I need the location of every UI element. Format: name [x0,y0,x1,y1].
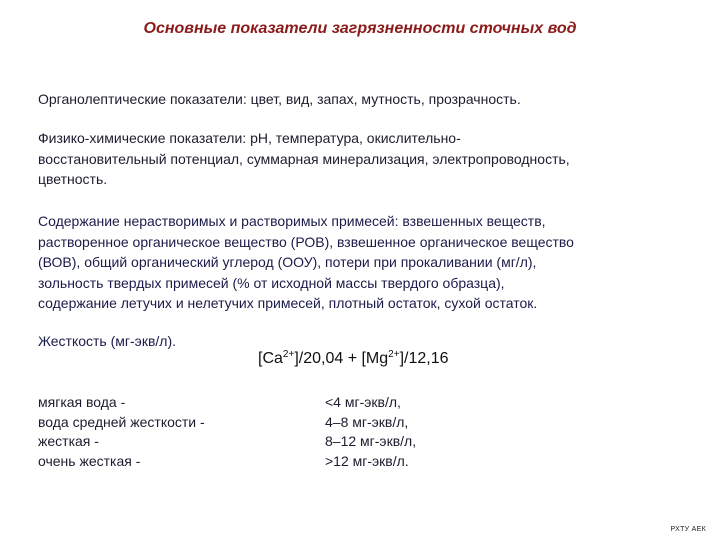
organoleptic-line: Органолептические показатели: цвет, вид, запах, мутность, прозрачность. [38,91,521,107]
formula-ca-rest: ]/20,04 + [Mg [294,350,389,367]
physchem-line: цветность. [38,171,108,187]
impurities-paragraph [38,211,708,314]
hardness-category: жесткая - [38,433,99,449]
hardness-range: >12 мг-экв/л. [325,452,409,469]
hardness-formula [258,350,449,368]
hardness-row [38,393,538,413]
formula-mg-rest: ]/12,16 [399,350,449,367]
physchem-line: восстановительный потенциал, суммарная минерализация, электропроводность, [38,150,570,167]
hardness-table [38,393,538,471]
slide-title: Основные показатели загрязненности сточных вод [143,20,577,37]
hardness-row [38,413,538,433]
hardness-category: вода средней жесткости - [38,413,205,430]
impurities-line: растворенное органическое вещество (РОВ), взвешенное органическое вещество [38,233,574,250]
hardness-label: Жесткость (мг-экв/л). [38,333,176,349]
hardness-category: мягкая вода - [38,394,126,410]
hardness-heading [38,331,708,352]
physchem-line: Физико-химические показатели: рН, температура, окислительно- [38,130,461,146]
hardness-category: очень жесткая - [38,452,141,469]
formula-ca-open: [Ca [258,350,283,367]
footer-credit: РХТУ АЕК [670,526,706,533]
organoleptic-paragraph [38,89,708,110]
impurities-line: (ВОВ), общий органический углерод (ООУ), потери при прокаливании (мг/л), [38,254,537,270]
impurities-line: содержание летучих и нелетучих примесей, плотный остаток, сухой остаток. [38,295,538,311]
hardness-range: <4 мг-экв/л, [325,394,401,410]
hardness-range: 8–12 мг-экв/л, [325,433,417,449]
impurities-line: Содержание нерастворимых и растворимых примесей: взвешенных веществ, [38,213,546,229]
hardness-row [38,432,538,452]
hardness-range: 4–8 мг-экв/л, [325,413,409,430]
impurities-line: зольность твердых примесей (% от исходной массы твердого образца), [38,274,505,291]
formula-mg-charge: 2+ [388,349,400,360]
formula-ca-charge: 2+ [282,349,295,360]
physchem-paragraph [38,128,708,190]
hardness-row [38,452,538,472]
